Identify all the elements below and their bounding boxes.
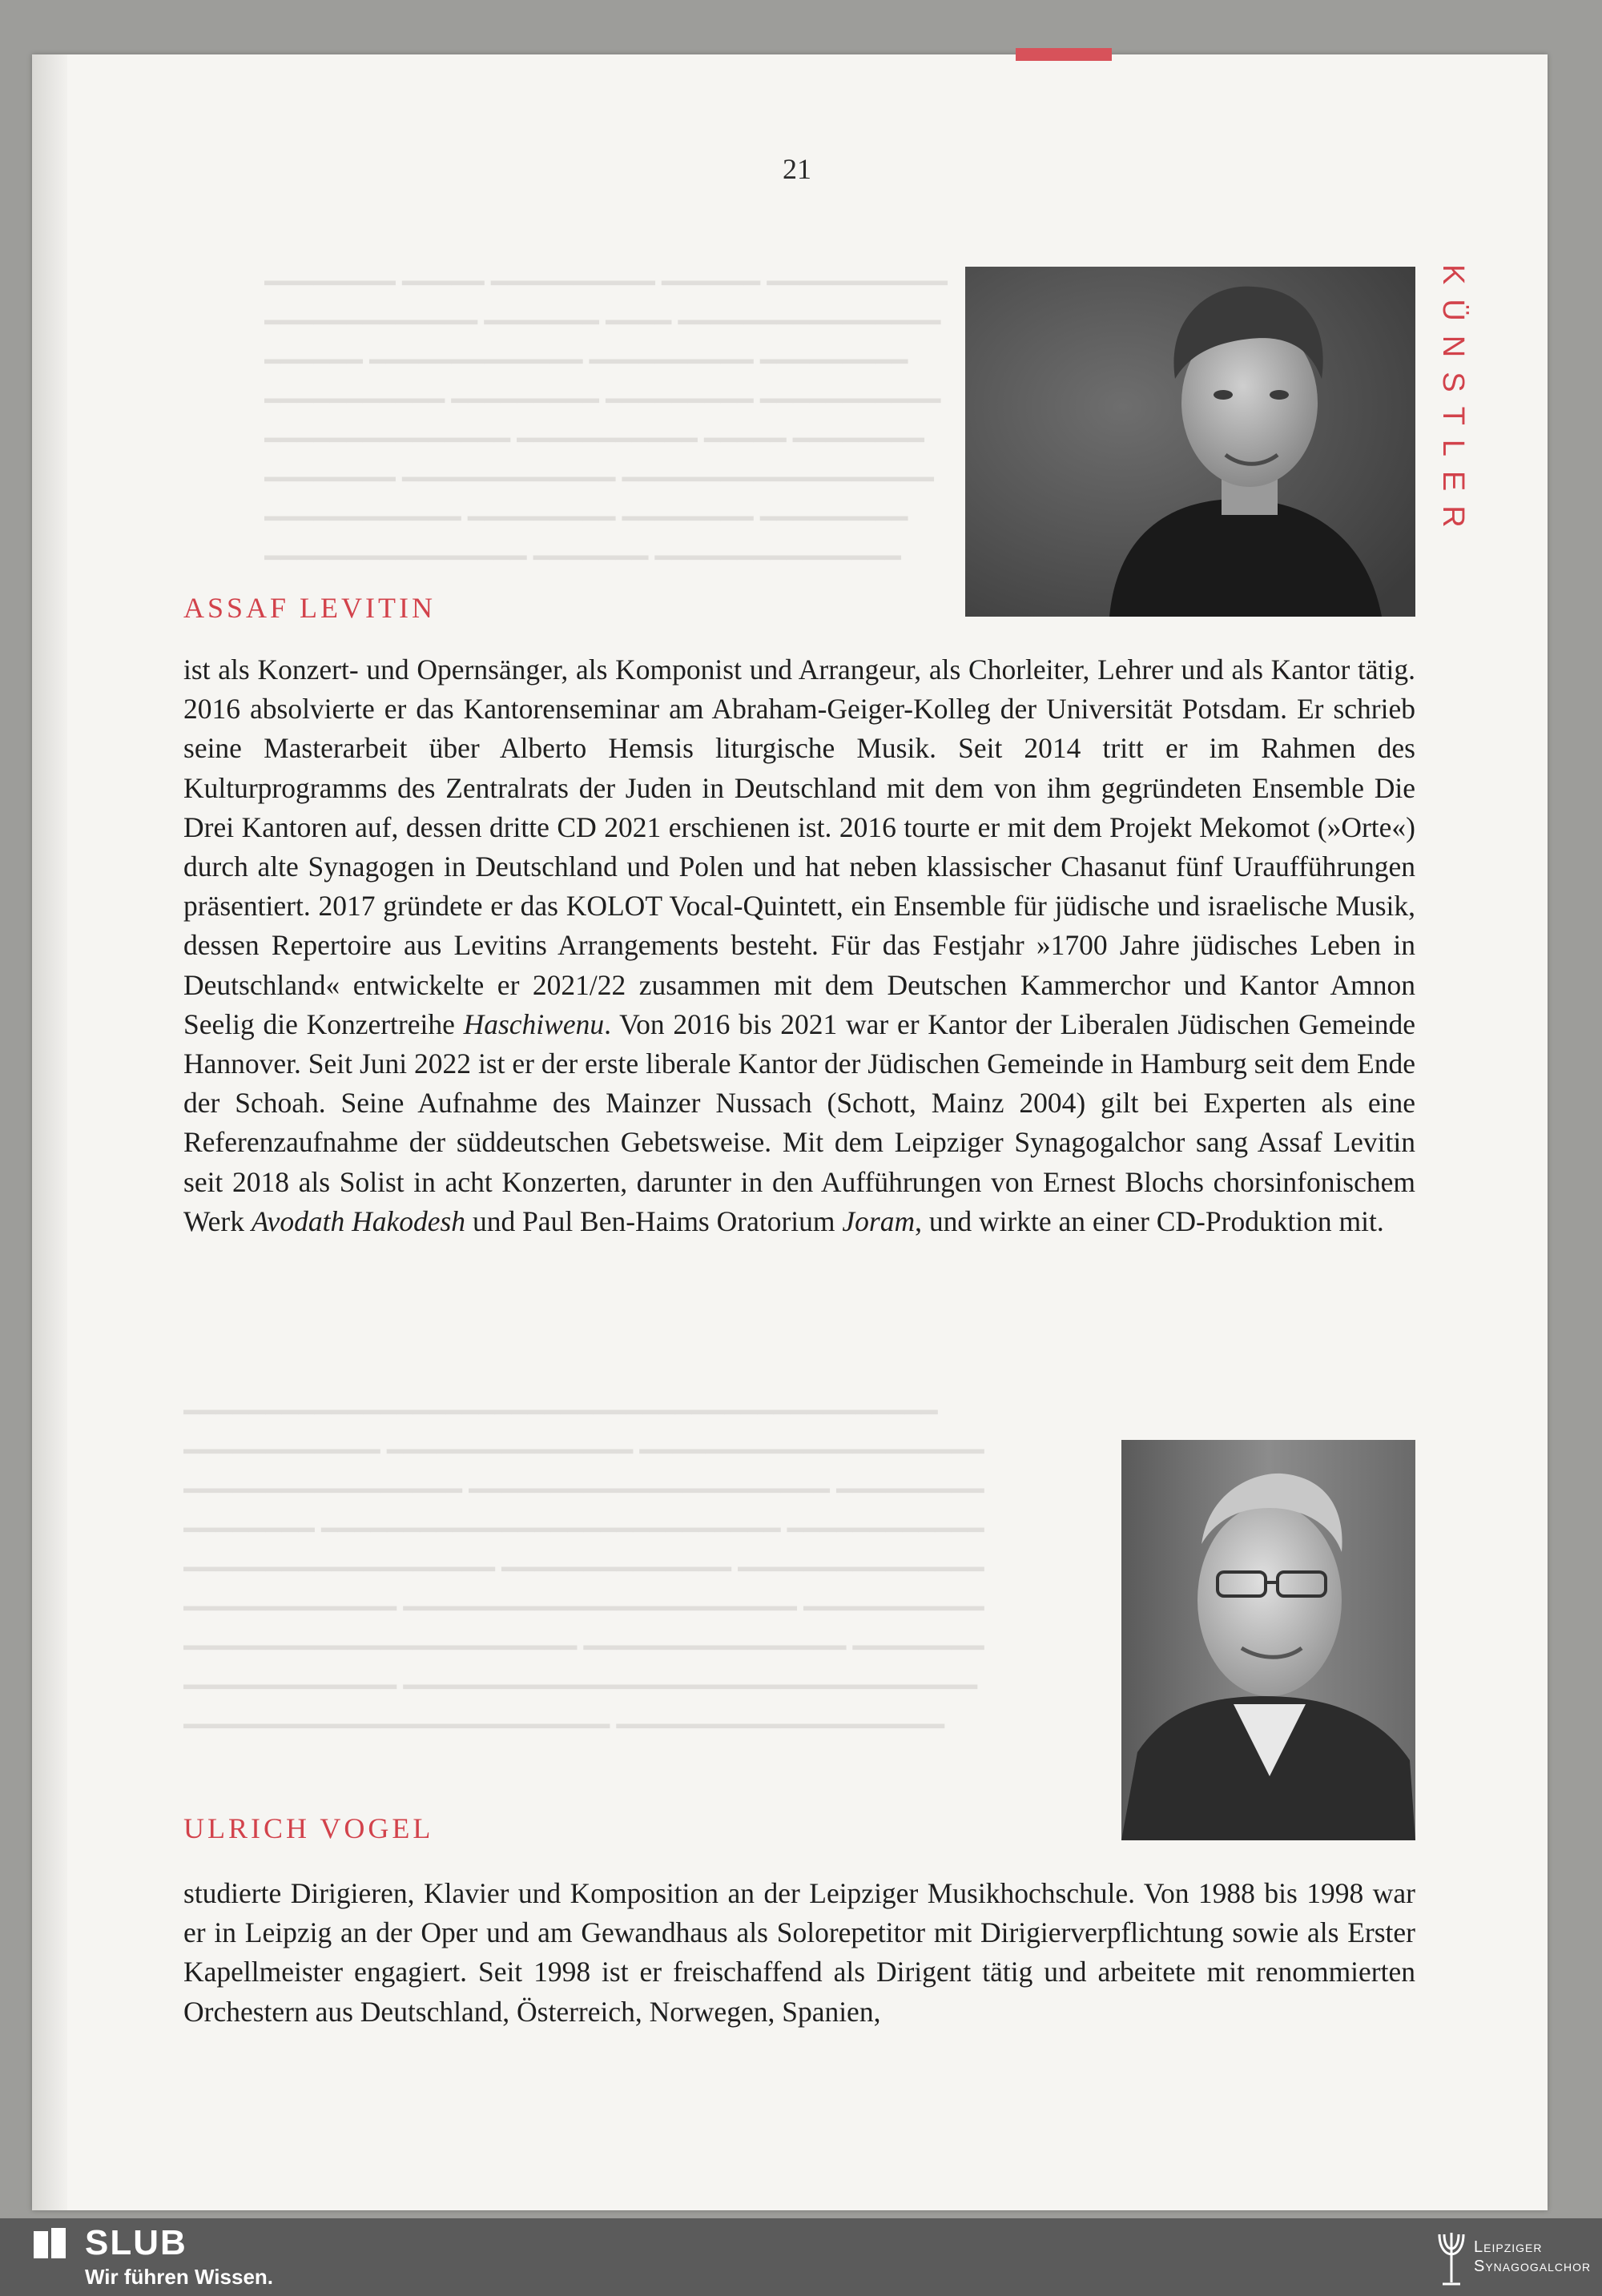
- bio-text-run: studierte Dirigieren, Klavier und Komposition an der Leipziger Musikhochschule. Von 1988 bis 1998 war er in Leipzig an der Oper und am Gewandhaus als Solorepetitor mit Dirigierverpflichtung sowie als Erster Kapellmeister engagiert. Seit 1998 ist er freischaffend als Dirigent tätig und arbeitete mit renommierten Orchestern aus Deutschland, Österreich, Norwegen, Spanien,: [183, 1877, 1415, 2028]
- artist-heading-levitin: ASSAF LEVITIN: [183, 592, 437, 624]
- show-through-lower: ━━━━━━━━━━━━━━━━━━━━━━━━━━━━━━━━━━━━━━━━━━━━━━ ━━━━━━━━━━━━ ━━━━━━━━━━━━━━━ ━━━━━━━━━━━━━━━━━━━━━ ━━━━━━━━━━━━━━━━━ ━━━━━━━━━━━━━━━━━━━━━━ ━━━━━━━━━ ━━━━━━━━ ━━━━━━━━━━━━━━━━━━━━━━━━━━━━ ━━━━━━━━━━━━ ━━━━━━━━━━━━━━━━━━━ ━━━━━━━━━━━━━━ ━━━━━━━━━━━━━━━ ━━━━━━━━━━━━━ ━━━━━━━━━━━━━━━━━━━━━━━━ ━━━━━━━━━━━ ━━━━━━━━━━━━━━━━━━━━━━━━ ━━━━━━━━━━━━━━━━ ━━━━━━━━ ━━━━━━━━━━━━━ ━━━━━━━━━━━━━━━━━━━━━━━━━━━━━━━━━━━ ━━━━━━━━━━━━━━━━━━━━━━━━━━ ━━━━━━━━━━━━━━━━━━━━: [183, 1398, 984, 1742]
- artist-heading-vogel: ULRICH VOGEL: [183, 1812, 434, 1844]
- artist-bio-levitin: [183, 650, 1415, 1241]
- artist-bio-vogel: [183, 1874, 1415, 2032]
- bio-text-run: und Paul Ben-Haims Oratorium: [465, 1204, 843, 1237]
- menorah-logo-icon: [1436, 2225, 1467, 2289]
- choir-name-line2: Synagogalchor: [1474, 2258, 1592, 2275]
- italic-title: Avodath Hakodesh: [251, 1204, 466, 1237]
- page-spine-shadow: [32, 54, 67, 2210]
- footer-bar: [0, 2218, 1602, 2296]
- choir-name: [1474, 2238, 1602, 2276]
- bio-text-run: , und wirkte an einer CD-Produktion mit.: [915, 1204, 1384, 1237]
- red-tab-mark: [1016, 48, 1112, 61]
- italic-title: Joram: [842, 1204, 916, 1237]
- section-side-label: KÜNSTLER: [1436, 264, 1470, 542]
- library-name[interactable]: SLUB: [85, 2223, 187, 2262]
- bio-text-run: . Von 2016 bis 2021 war er Kantor der Liberalen Jüdischen Gemeinde Hannover. Seit Juni 2022 ist er der erste liberale Kantor der Jüdischen Gemeinde in Hamburg seit dem Ende der Schoah. Seine Aufnahme des Mainzer Nussach (Schott, Mainz 2004) gilt bei Experten als eine Referenzaufnahme der süddeutschen Gebetsweise. Mit dem Leipziger Synagogalchor sang Assaf Levitin seit 2018 als Solist in acht Konzerten, darunter in den Aufführungen von Ernest Blochs chorsinfonischem Werk: [183, 1007, 1415, 1237]
- show-through-upper: ━━━━━━━━ ━━━━━ ━━━━━━━━━━ ━━━━━━ ━━━━━━━━━━━ ━━━━━━━━━━━━━ ━━━━━━━ ━━━━ ━━━━━━━━━━━━━━━━ ━━━━━━ ━━━━━━━━━━━━━ ━━━━━━━━━━ ━━━━━━━━━ ━━━━━━━━━━━ ━━━━━━━━━ ━━━━━━━━━ ━━━━━━━━━━━ ━━━━━━━━━━━━━━━ ━━━━━━━━━━━ ━━━━━ ━━━━━━━━ ━━━━━━━━ ━━━━━━━━━━━━━ ━━━━━━━━━━━━━━━━━━━ ━━━━━━━━━━━━ ━━━━━━━━━ ━━━━━━━━ ━━━━━━━━━ ━━━━━━━━━━━━━━━━ ━━━━━━━ ━━━━━━━━━━━━━━━: [264, 269, 948, 573]
- page-number: 21: [783, 153, 811, 185]
- portrait-photo-levitin: [965, 267, 1415, 617]
- slub-logo-icon[interactable]: [32, 2226, 67, 2262]
- library-slogan: Wir führen Wissen.: [85, 2265, 274, 2289]
- italic-title: Haschiwenu: [463, 1007, 605, 1040]
- bio-text-run: ist als Konzert- und Opernsänger, als Komponist und Arrangeur, als Chorleiter, Lehrer und als Kantor tätig. 2016 absolvierte er das Kantorenseminar am Abraham-Geiger-Kolleg der Universität Potsdam. Er schrieb seine Masterarbeit über Alberto Hemsis liturgische Musik. Seit 2014 tritt er im Rahmen des Kulturprogramms des Zentralrats der Juden in Deutschland mit dem von ihm gegründeten Ensemble Die Drei Kantoren auf, dessen dritte CD 2021 erschienen ist. 2016 tourte er mit dem Projekt Mekomot (»Orte«) durch alte Synagogen in Deutschland und Polen und hat neben klassischer Chasanut fünf Uraufführungen präsentiert. 2017 gründete er das KOLOT Vocal-Quintett, ein Ensemble für jüdische und israelische Musik, dessen Repertoire aus Levitins Arrangements besteht. Für das Festjahr »1700 Jahre jüdisches Leben in Deutschland« entwickelte er 2021/22 zusammen mit dem Deutschen Kammerchor und Kantor Amnon Seelig die Konzertreihe: [183, 653, 1415, 1040]
- choir-name-line1: Leipziger: [1474, 2238, 1543, 2256]
- portrait-photo-vogel: [1121, 1440, 1415, 1840]
